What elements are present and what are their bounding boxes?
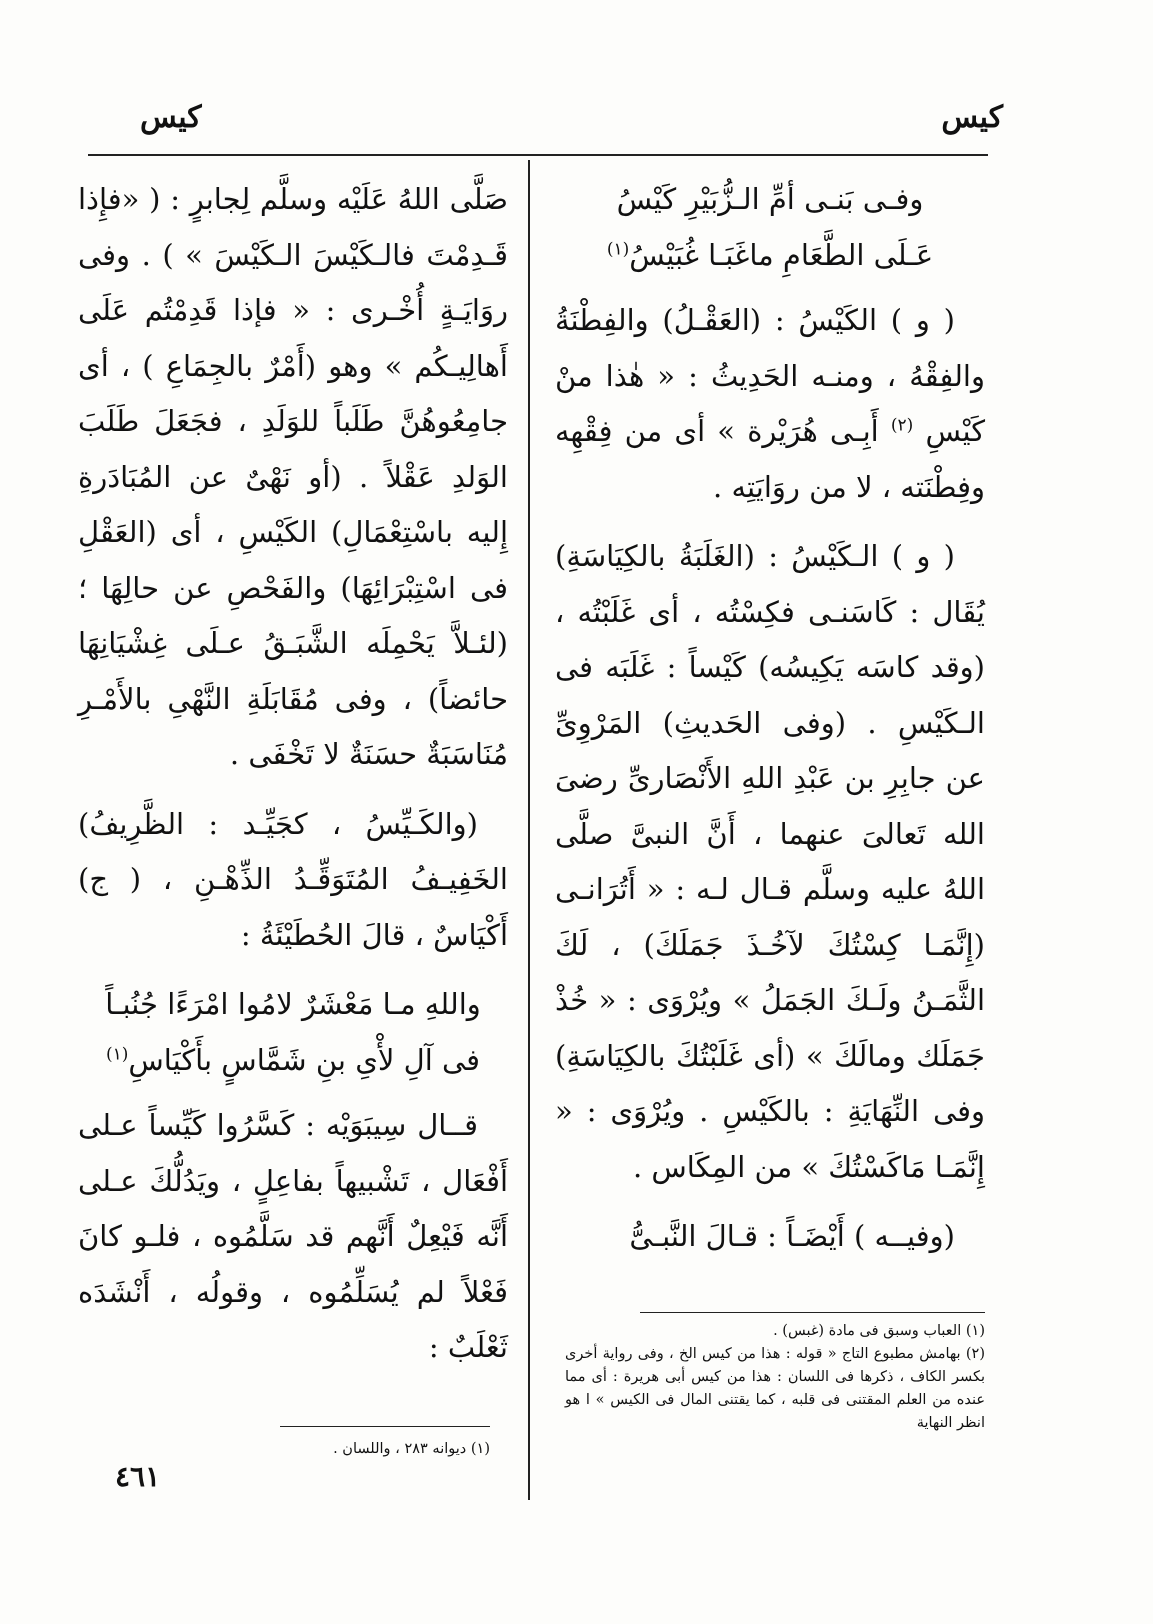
paragraph: (والكَـيِّسُ ، كجَيِّـد : الظَّرِيفُ) الخَفِيـفُ المُتَوَقِّـدُ الذِّهْـنِ ، ( ج) أَكْيَاسٌ ، قالَ الحُطَيْئَةُ : — [78, 806, 508, 952]
paragraph: ( و ) الـكَيْسُ : (الغَلَبَةُ بالكِيَاسَةِ) يُقَال : كَاسَنـى فكِسْتُه ، أى غَلَبْتُه ، (وقد كاسَه يَكِيسُه) كَيْساً : غَلَبَه فى الـكَيْسِ . (وفى الحَديثِ) المَرْوِىِّ عن جابِرِ بن عَبْدِ اللهِ الأَنْصَارىِّ رضىَ الله تَعالىَ عنهما ، أَنَّ النبىَّ صلَّى اللهُ عليه وسلَّم قـال لـه : « أَتُرَانـى (إِنَّمَـا كِسْتُكَ لآخُـذَ جَمَلَكَ) ، لَكَ الثَّمَـنُ ولَـكَ الجَمَلُ » ويُرْوَى : « خُذْ جَمَلَك ومالَكَ » (أى غَلَبْتُكَ بالكِيَاسَةِ) وفى النِّهَايَةِ : بالكَيْسِ . ويُرْوَى : « إِنَّمَـا مَاكَسْتُكَ » من المِكَاس . — [555, 539, 985, 1184]
paragraph: (وفيــه ) أَيْضَـاً : قـالَ النَّبـىُّ — [629, 1219, 955, 1253]
paragraph: صَلَّى اللهُ عَلَيْه وسلَّم لِجابرٍ : ( «فإِذا قَـدِمْتَ فالـكَيْسَ الـكَيْسَ » ) . وفى روَايَـةٍ أُخْـرى : « فإذا قَدِمْتُم عَلَى أَهالِيـكُم » وهو (أَمْرٌ بالجِمَاعِ ) ، أى جامِعُوهُنَّ طَلَباً للوَلَدِ ، فجَعَلَ طَلَبَ الوَلدِ عَقْلاً . (أو نَهْىٌ عن المُبَادَرةِ إِليه باسْتِعْمَالِ) الكَيْسِ ، أى (العَقْلِ فى اسْتِبْرَائِهَا) والفَحْصِ عن حالِهَا ؛ (لئـلاَّ يَحْمِلَه الشَّبَـقُ عـلَى غِشْيَانِهَا حائضاً) ، وفى مُقَابَلَةِ النَّهْىِ بالأَمْـرِ مُنَاسَبَةٌ حسَنَةٌ لا تَخْفَى . — [78, 182, 508, 771]
left-column — [78, 172, 508, 1390]
verse-line: وفـى بَنـى أمِّ الـزُّبَيْرِ كَيْسُ — [616, 182, 924, 216]
footnote-mark: (١) — [105, 1043, 129, 1064]
verse-left — [78, 977, 508, 1088]
verse-line: عَـلَى الطَّعَامِ ماغَبَـا غُبَيْسُ$^{(١)}$ — [606, 237, 934, 272]
footnote-mark: (٢) — [890, 415, 914, 436]
page-number: ٤٦١ — [115, 1460, 161, 1493]
footnote-rule-right — [640, 1312, 985, 1313]
paragraph: ( و ) الكَيْسُ : (العَقْـلُ) والفِطْنَةُ والفِقْهُ ، ومنـه الحَدِيثُ : « هٰذا منْ كَيْسِ $^{(٢)}$ أَبِـى هُرَيْرة » أى من فِقْهِه وفِطْنَته ، لا من روَايَتِه . — [555, 303, 986, 504]
header-word-left: كيس — [140, 100, 202, 135]
paragraph: قــال سِيبَوَيْه : كَسَّرُوا كَيِّساً عـلى أَفْعَال ، تَشْبيهاً بفاعِلٍ ، ويَدُلُّكَ عـلى أَنَّه فَيْعِلٌ أَنَّهم قد سَلَّمُوه ، فلـو كانَ فَعْلاً لم يُسَلِّمُوه ، وقولُه ، أَنْشَدَه ثَعْلَبٌ : — [78, 1108, 508, 1364]
header-rule — [88, 154, 988, 156]
verse-line: واللهِ مـا مَعْشَرٌ لامُوا امْرَءًا جُنُبـاً — [105, 987, 481, 1021]
footnote: (٢) بهامش مطبوع التاج « قوله : هذا من كيس الخ ، وفى رواية أخرى بكسر الكاف ، ذكرها فى اللسان : هذا من كيس أبى هريرة : أى مما عنده من العلم المقتنى فى قلبه ، كما يقتنى المال فى الكيس » ا هو انظر النهاية — [565, 1346, 985, 1431]
verse-line: فى آلِ لأْىِ بنِ شَمَّاسٍ بأَكْيَاسِ$^{(١)}$ — [105, 1042, 481, 1077]
footnote: (١) ديوانه ٢٨٣ ، واللسان . — [333, 1441, 490, 1457]
footnote-mark: (١) — [606, 238, 630, 259]
right-column — [555, 172, 985, 1279]
column-divider — [528, 160, 530, 1500]
footnote: (١) العباب وسبق فى مادة (غبس) . — [773, 1323, 985, 1339]
footnotes-right — [565, 1320, 985, 1435]
verse-right — [555, 172, 985, 283]
header-word-right: كيس — [941, 100, 1003, 135]
footnote-rule-left — [280, 1426, 490, 1427]
footnotes-left — [240, 1438, 490, 1461]
